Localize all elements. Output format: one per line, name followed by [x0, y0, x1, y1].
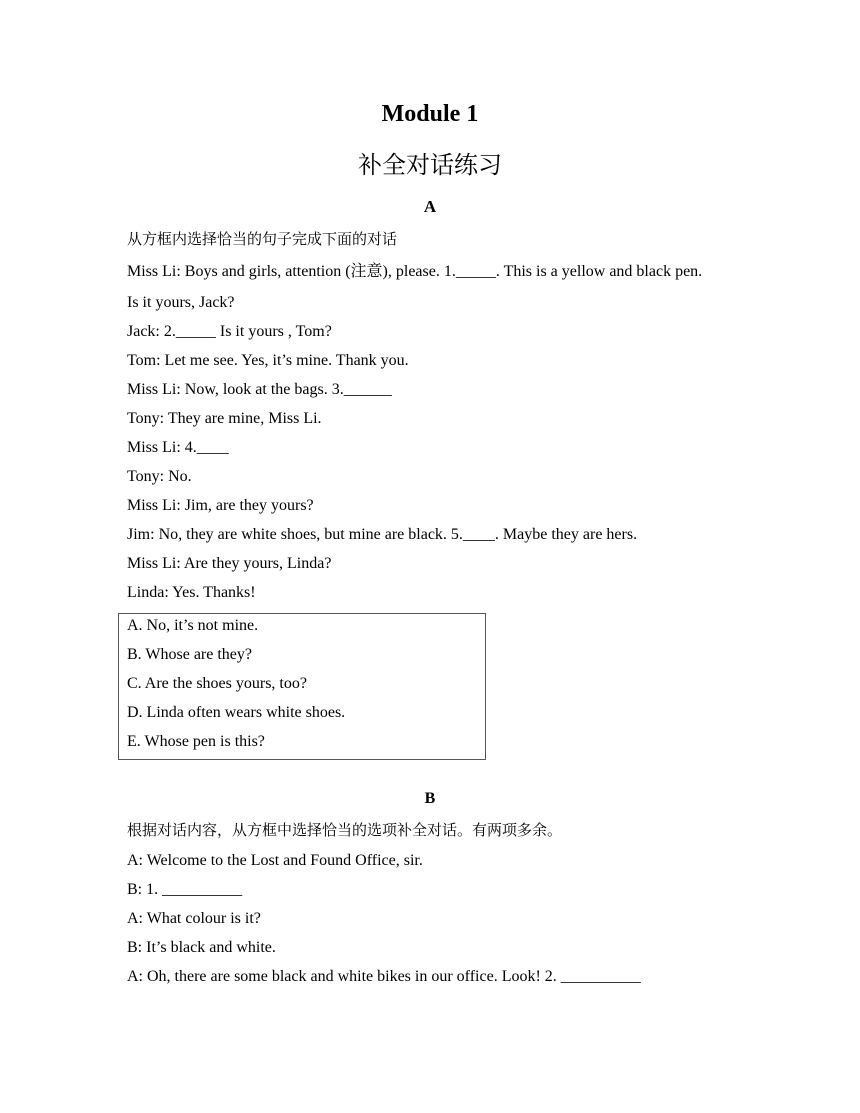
- dialogue-line: Jack: 2._____ Is it yours , Tom?: [127, 323, 332, 340]
- dialogue-line: Miss Li: Jim, are they yours?: [127, 497, 314, 514]
- dialogue-line: Is it yours, Jack?: [127, 294, 235, 311]
- option-item: C. Are the shoes yours, too?: [127, 675, 307, 692]
- dialogue-line: Tony: They are mine, Miss Li.: [127, 410, 322, 427]
- option-item: B. Whose are they?: [127, 646, 252, 663]
- options-box: [118, 613, 486, 760]
- dialogue-line: Linda: Yes. Thanks!: [127, 584, 256, 601]
- dialogue-line: A: What colour is it?: [127, 910, 261, 927]
- dialogue-line: Tom: Let me see. Yes, it’s mine. Thank you.: [127, 352, 409, 369]
- option-item: D. Linda often wears white shoes.: [127, 704, 346, 721]
- dialogue-line: Miss Li: Now, look at the bags. 3.______: [127, 381, 392, 398]
- dialogue-line: Tony: No.: [127, 468, 192, 485]
- dialogue-line: Jim: No, they are white shoes, but mine are black. 5.____. Maybe they are hers.: [127, 526, 638, 543]
- section-a-label: A: [423, 197, 437, 216]
- dialogue-line: B: It’s black and white.: [127, 939, 276, 956]
- section-b-label: B: [424, 790, 436, 807]
- option-item: E. Whose pen is this?: [127, 733, 265, 750]
- section-b-instruction: 根据对话内容，从方框中选择恰当的选项补全对话。有两项多余。: [127, 821, 563, 839]
- option-item: A. No, it’s not mine.: [127, 617, 259, 634]
- module-title: Module 1: [381, 101, 479, 127]
- dialogue-line: A: Welcome to the Lost and Found Office, sir.: [127, 852, 423, 869]
- worksheet-subtitle: 补全对话练习: [358, 151, 502, 179]
- dialogue-line: B: 1. __________: [127, 881, 243, 898]
- dialogue-line: Miss Li: Boys and girls, attention (注意), please. 1._____. This is a yellow and black pen.: [127, 263, 703, 280]
- dialogue-line: Miss Li: Are they yours, Linda?: [127, 555, 332, 572]
- dialogue-line: Miss Li: 4.____: [127, 439, 229, 456]
- dialogue-line: A: Oh, there are some black and white bikes in our office. Look! 2. __________: [127, 968, 641, 985]
- section-a-instruction: 从方框内选择恰当的句子完成下面的对话: [127, 230, 398, 248]
